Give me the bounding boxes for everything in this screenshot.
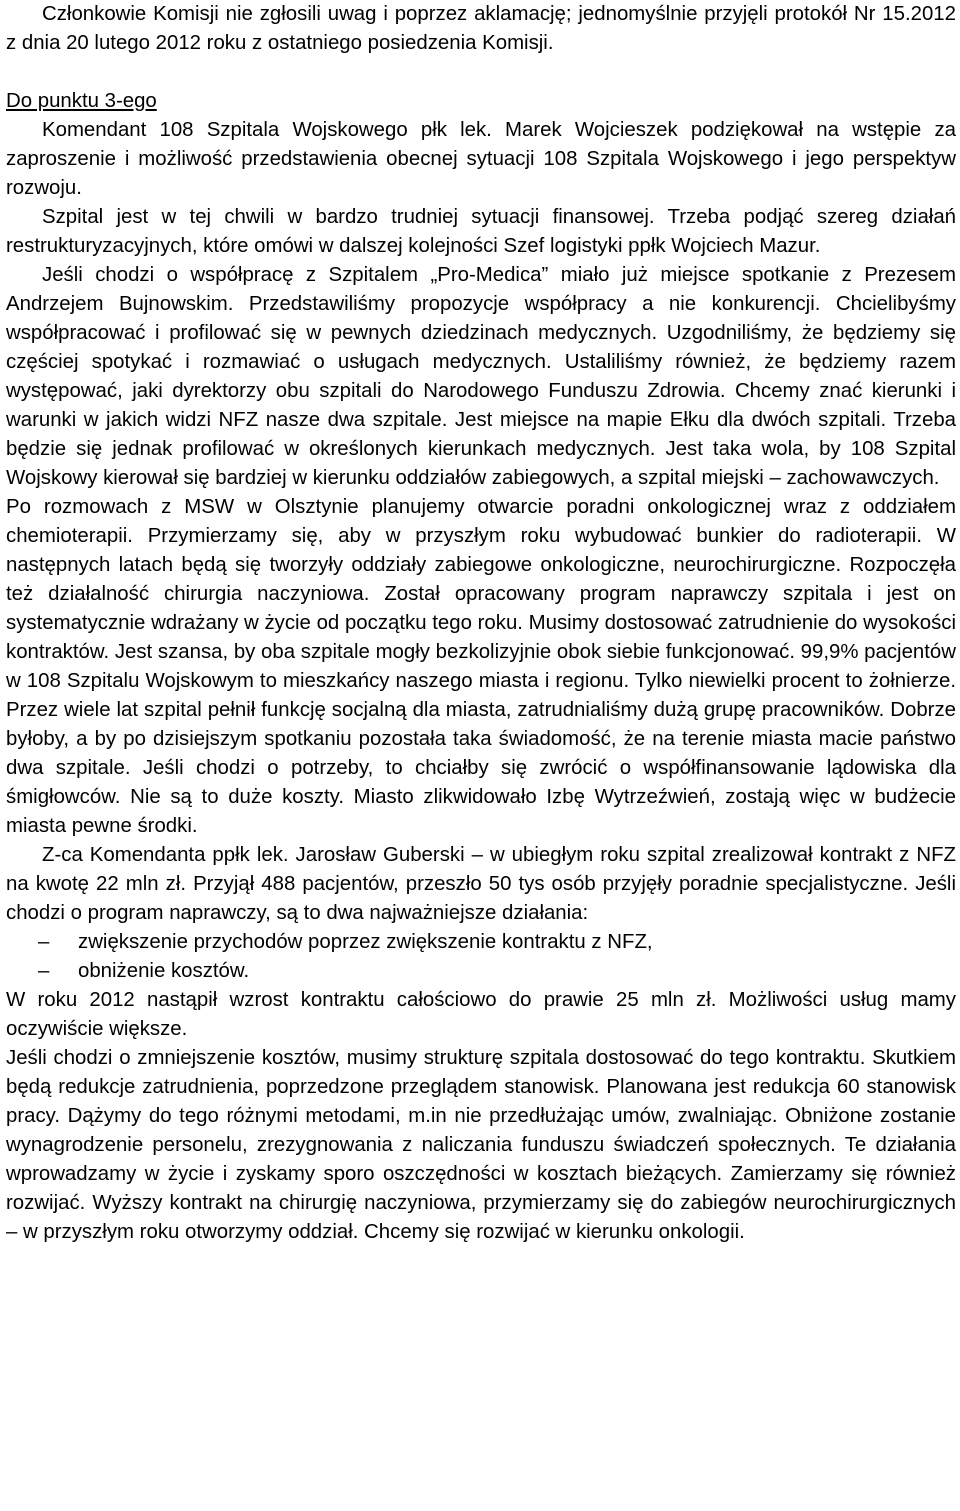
dash-bullet-icon: – (38, 931, 50, 953)
document-page (6, 0, 956, 1247)
bullet-list (6, 928, 956, 986)
paragraph-financial-situation: Szpital jest w tej chwili w bardzo trudniej sytuacji finansowej. Trzeba podjąć szereg działań restrukturyzacyjnych, które omówi w dalszej kolejności Szef logistyki ppłk Wojciech Mazur. (6, 206, 956, 257)
list-item (6, 957, 956, 986)
paragraph-commander-intro: Komendant 108 Szpitala Wojskowego płk lek. Marek Wojcieszek podziękował na wstępie za zaproszenie i możliwość przedstawienia obecnej sytuacji 108 Szpitala Wojskowego i jego perspektyw rozwoju. (6, 119, 956, 199)
list-item-text: zwiększenie przychodów poprzez zwiększenie kontraktu z NFZ, (78, 931, 653, 953)
paragraph-cost-reduction: Jeśli chodzi o zmniejszenie kosztów, musimy strukturę szpitala dostosować do tego kontraktu. Skutkiem będą redukcje zatrudnienia, poprzedzone przeglądem stanowisk. Planowana jest redukcja 60 stanowisk pracy. Dążymy do tego różnymi metodami, m.in nie przedłużając umów, zwalniając. Obniżone zostanie wynagrodzenie personelu, zrezygnowania z naliczania funduszu świadczeń społecznych. Te działania wprowadzamy w życie i zyskamy sporo oszczędności w kosztach bieżących. Zamierzamy się również rozwijać. Wyższy kontrakt na chirurgię naczyniowa, przymierzamy się do zabiegów neurochirurgicznych – w przyszłym roku otworzymy oddział. Chcemy się rozwijać w kierunku onkologii. (6, 1047, 956, 1243)
section-heading-point-3: Do punktu 3-ego (6, 90, 157, 112)
paragraph-oncology-plans: Po rozmowach z MSW w Olsztynie planujemy otwarcie poradni onkologicznej wraz z oddziałem chemioterapii. Przymierzamy się, aby w przyszłym roku wybudować bunkier do radioterapii. W następnych latach będą się tworzyły oddziały zabiegowe onkologiczne, neurochirurgiczne. Rozpoczęła też działalność chirurgia naczyniowa. Został opracowany program naprawczy szpitala i jest on systematycznie wdrażany w życie od początku tego roku. Musimy dostosować zatrudnienie do wysokości kontraktów. Jest szansa, by oba szpitale mogły bezkolizyjnie obok siebie funkcjonować. 99,9% pacjentów w 108 Szpitalu Wojskowym to mieszkańcy naszego miasta i regionu. Tylko niewielki procent to żołnierze. Przez wiele lat szpital pełnił funkcję socjalną dla miasta, zatrudnialiśmy dużą grupę pracowników. Dobrze byłoby, a by po dzisiejszym spotkaniu pozostała taka świadomość, że na terenie miasta macie państwo dwa szpitale. Jeśli chodzi o potrzeby, to chciałby się zwrócić o współfinansowanie lądowiska dla śmigłowców. Nie są to duże koszty. Miasto zlikwidowało Izbę Wytrzeźwień, zostają więc w budżecie miasta pewne środki. (6, 496, 956, 837)
paragraph-contract-growth: W roku 2012 nastąpił wzrost kontraktu całościowo do prawie 25 mln zł. Możliwości usług mamy oczywiście większe. (6, 989, 956, 1040)
paragraph-protocol-approval: Członkowie Komisji nie zgłosili uwag i poprzez aklamację; jednomyślnie przyjęli protokół Nr 15.2012 z dnia 20 lutego 2012 roku z ostatniego posiedzenia Komisji. (6, 3, 956, 54)
list-item (6, 928, 956, 957)
paragraph-deputy-commander: Z-ca Komendanta ppłk lek. Jarosław Guberski – w ubiegłym roku szpital zrealizował kontrakt z NFZ na kwotę 22 mln zł. Przyjął 488 pacjentów, przeszło 50 tys osób przyjęły poradnie specjalistyczne. Jeśli chodzi o program naprawczy, są to dwa najważniejsze działania: (6, 844, 956, 924)
blank-line (6, 58, 956, 87)
list-item-text: obniżenie kosztów. (78, 960, 250, 982)
dash-bullet-icon: – (38, 960, 50, 982)
paragraph-pro-medica-cooperation: Jeśli chodzi o współpracę z Szpitalem „Pro-Medica” miało już miejsce spotkanie z Prezesem Andrzejem Bujnowskim. Przedstawiliśmy propozycje współpracy a nie konkurencji. Chcielibyśmy współpracować i profilować się w pewnych dziedzinach medycznych. Uzgodniliśmy, że będziemy się częściej spotykać i rozmawiać o usługach medycznych. Ustaliliśmy również, że będziemy razem występować, jaki dyrektorzy obu szpitali do Narodowego Funduszu Zdrowia. Chcemy znać kierunki i warunki w jakich widzi NFZ nasze dwa szpitale. Jest miejsce na mapie Ełku dla dwóch szpitali. Trzeba będzie się jednak profilować w określonych kierunkach medycznych. Jest taka wola, by 108 Szpital Wojskowy kierował się bardziej w kierunku oddziałów zabiegowych, a szpital miejski – zachowawczych. (6, 264, 956, 489)
